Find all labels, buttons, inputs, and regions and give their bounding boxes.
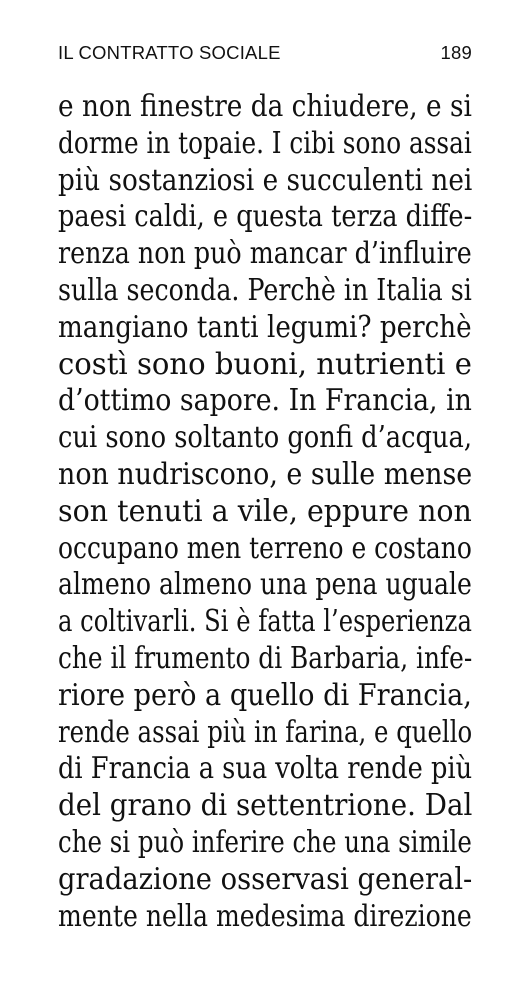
text-line: mangiano tanti legumi? perchè: [58, 309, 472, 344]
text-line: renza non può mancar d’influire: [58, 236, 472, 271]
text-line: occupano men terreno e costano: [58, 530, 472, 565]
text-line: dorme in topaie. I cibi sono assai: [58, 125, 472, 160]
text-line: costì sono buoni, nutrienti e: [58, 346, 472, 381]
text-line: e non finestre da chiudere, e si: [58, 89, 472, 123]
text-line: d’ottimo sapore. In Francia, in: [58, 383, 472, 418]
text-line: almeno almeno una pena uguale: [58, 567, 472, 602]
text-line: son tenuti a vile, eppure non: [58, 493, 472, 528]
text-line: paesi caldi, e questa terza diffe-: [58, 199, 473, 234]
text-line: non nudriscono, e sulle mense: [58, 456, 473, 491]
text-line: che il frumento di Barbaria, infe-: [58, 640, 473, 675]
text-line: gradazione osservasi general-: [58, 861, 473, 896]
page-number: 189: [440, 42, 472, 63]
text-line: che si può inferire che una simile: [58, 824, 472, 859]
text-line: del grano di settentrione. Dal: [58, 788, 473, 823]
text-line: di Francia a sua volta rende più: [58, 751, 473, 786]
body-text: [58, 88, 472, 934]
text-line: cui sono soltanto gonfi d’acqua,: [58, 420, 473, 455]
running-title: IL CONTRATTO SOCIALE: [58, 42, 281, 63]
text-line: sulla seconda. Perchè in Italia si: [58, 272, 472, 307]
text-line: più sostanziosi e succulenti nei: [58, 162, 473, 197]
text-line: mente nella medesima direzione: [58, 898, 472, 933]
text-line: a coltivarli. Si è fatta l’esperienza: [58, 604, 472, 639]
text-line: rende assai più in farina, e quello: [58, 714, 473, 749]
text-line: riore però a quello di Francia,: [58, 677, 472, 712]
running-header: [58, 40, 472, 66]
